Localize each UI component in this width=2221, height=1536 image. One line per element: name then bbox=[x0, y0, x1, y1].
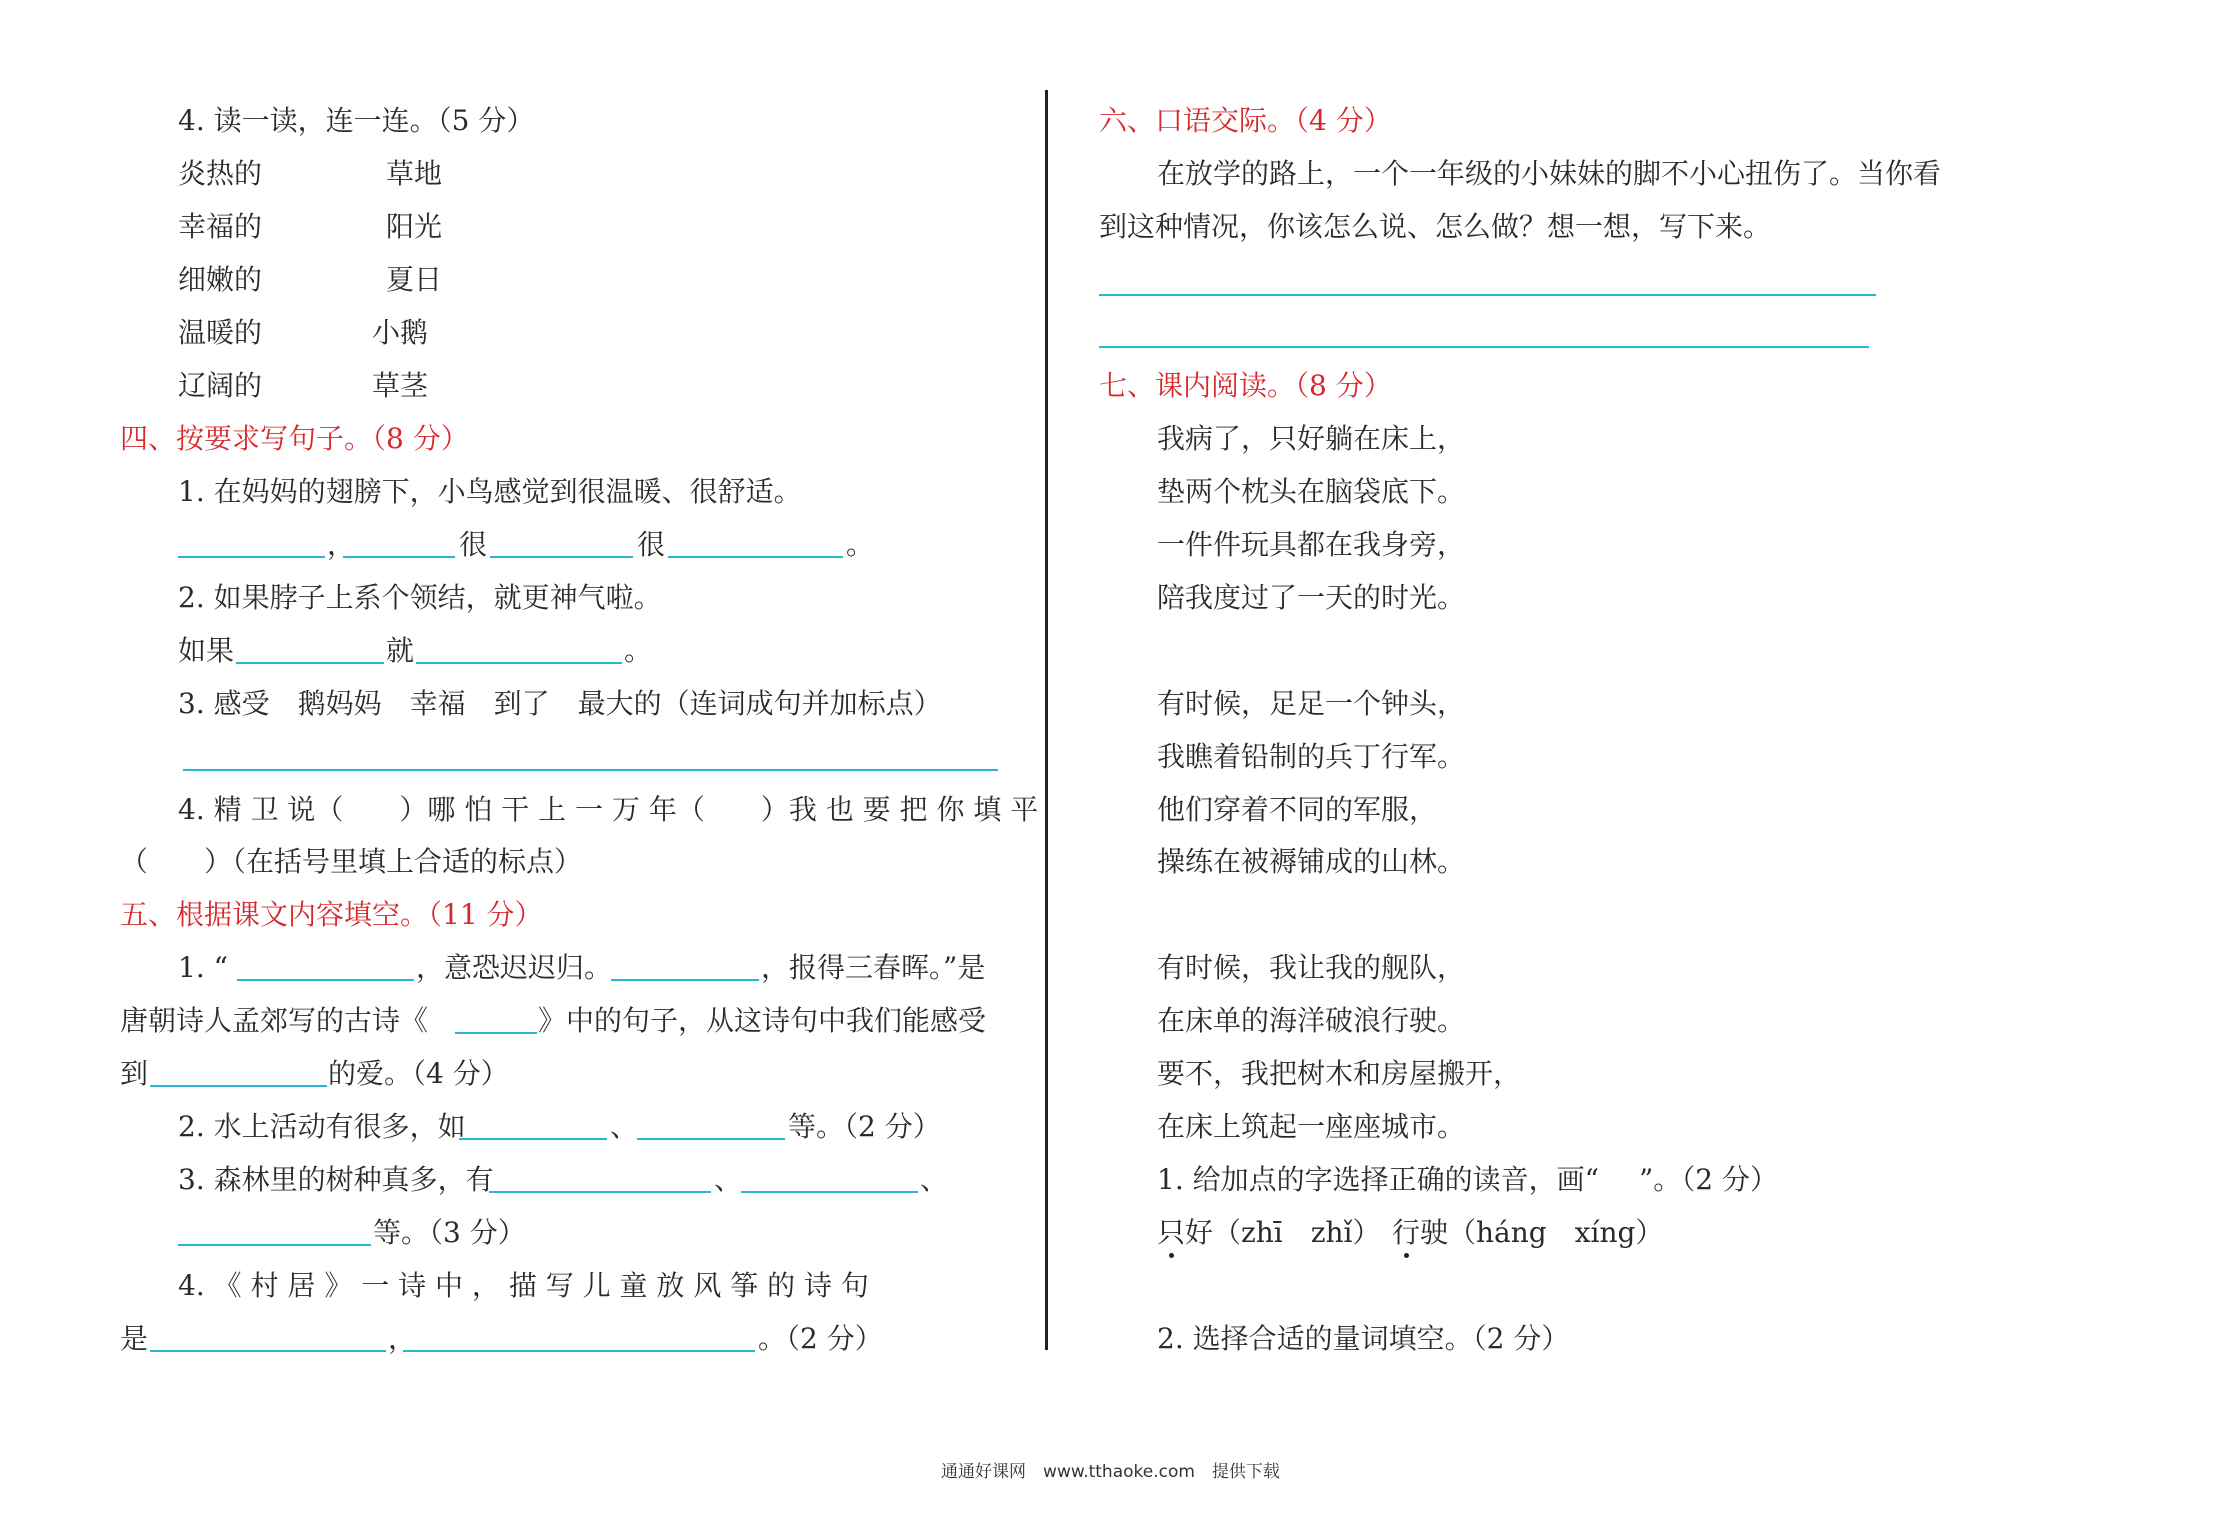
s6-text-line-1: 在放学的路上，一个一年级的小妹妹的脚不小心扭伤了。当你看 bbox=[1157, 157, 1942, 190]
poem-line: 要不，我把树木和房屋搬开， bbox=[1157, 1057, 1522, 1090]
s5-q1-blank-4[interactable] bbox=[150, 1085, 327, 1087]
section-4-title: 四、按要求写句子。（8 分） bbox=[120, 422, 469, 455]
s5-q4-blank-1[interactable] bbox=[150, 1350, 386, 1352]
s4-q1-blank-3[interactable] bbox=[490, 556, 633, 558]
s5-q1-line3-b: 的爱。（4 分） bbox=[328, 1057, 509, 1090]
s5-q2-blank-2[interactable] bbox=[637, 1138, 785, 1140]
s7-q1-option-2[interactable] bbox=[1392, 1216, 1663, 1250]
s5-q3-b: 、 bbox=[714, 1163, 743, 1196]
s5-q1-blank-2[interactable] bbox=[611, 979, 759, 981]
s5-q4-line2-a: 是 bbox=[120, 1322, 149, 1355]
s4-q2-end: 。 bbox=[624, 634, 653, 667]
s5-q3-blank-1[interactable] bbox=[489, 1191, 711, 1193]
s7-q1-option-1[interactable] bbox=[1157, 1216, 1381, 1250]
poem-line: 在床上筑起一座座城市。 bbox=[1157, 1110, 1466, 1143]
s5-q3-c: 、 bbox=[920, 1163, 949, 1196]
s5-q2-b: 、 bbox=[610, 1110, 639, 1143]
s5-q2-a: 2. 水上活动有很多，如 bbox=[178, 1110, 466, 1143]
match-left-5: 辽阔的 bbox=[178, 369, 263, 402]
s4-q1-blank-2[interactable] bbox=[343, 556, 455, 558]
s5-q2-c: 等。（2 分） bbox=[788, 1110, 941, 1143]
s4-q1-comma: ， bbox=[327, 528, 356, 561]
s4-q1-blank-4[interactable] bbox=[668, 556, 843, 558]
option-text: 好（zhī zhǐ） bbox=[1185, 1216, 1381, 1249]
s4-q2-jiu: 就 bbox=[386, 634, 415, 667]
s5-q1-a: 1. “ bbox=[178, 951, 228, 984]
footer-credit: 通通好课网 www.tthaoke.com 提供下载 bbox=[941, 1462, 1280, 1482]
match-left-4: 温暖的 bbox=[178, 316, 263, 349]
s4-q2-ruguo: 如果 bbox=[178, 634, 235, 667]
poem-line: 一件件玩具都在我身旁， bbox=[1157, 528, 1466, 561]
dotted-char: 行 bbox=[1392, 1216, 1421, 1249]
column-divider bbox=[1045, 90, 1048, 1350]
poem-line: 操练在被褥铺成的山林。 bbox=[1157, 845, 1466, 878]
s4-q1-end: 。 bbox=[846, 528, 875, 561]
poem-line: 我病了，只好躺在床上， bbox=[1157, 422, 1466, 455]
s4-q1-blank-1[interactable] bbox=[178, 556, 325, 558]
poem-line: 有时候，我让我的舰队， bbox=[1157, 951, 1466, 984]
s5-q1-line2-b: 》中的句子，从这诗句中我们能感受 bbox=[538, 1004, 987, 1037]
s5-q1-blank-3[interactable] bbox=[455, 1032, 537, 1034]
s4-q1-text: 1. 在妈妈的翅膀下，小鸟感觉到很温暖、很舒适。 bbox=[178, 475, 802, 508]
s4-q4-line-2: （ ）（在括号里填上合适的标点） bbox=[120, 845, 583, 878]
s4-q3-text: 3. 感受 鹅妈妈 幸福 到了 最大的（连词成句并加标点） bbox=[178, 687, 942, 720]
s5-q3-d: 等。（3 分） bbox=[373, 1216, 526, 1249]
match-left-1: 炎热的 bbox=[178, 157, 263, 190]
q4-title: 4. 读一读，连一连。（5 分） bbox=[178, 104, 535, 137]
s4-q3-answer-line[interactable] bbox=[183, 769, 998, 771]
s4-q4-line-1: 4. 精 卫 说（ ）哪 怕 干 上 一 万 年（ ）我 也 要 把 你 填 平 bbox=[178, 793, 1039, 826]
s6-answer-line-1[interactable] bbox=[1099, 294, 1876, 296]
s5-q1-line2-a: 唐朝诗人孟郊写的古诗《 bbox=[120, 1004, 429, 1037]
match-left-2: 幸福的 bbox=[178, 210, 263, 243]
poem-line: 垫两个枕头在脑袋底下。 bbox=[1157, 475, 1466, 508]
s4-q1-hen-2: 很 bbox=[637, 528, 666, 561]
s5-q4-line2-b: ， bbox=[388, 1322, 417, 1355]
poem-line: 在床单的海洋破浪行驶。 bbox=[1157, 1004, 1466, 1037]
s5-q1-c: ，报得三春晖。”是 bbox=[761, 951, 986, 984]
s5-q1-blank-1[interactable] bbox=[237, 979, 414, 981]
s5-q3-blank-2[interactable] bbox=[741, 1191, 918, 1193]
s7-q1-a: 1. 给加点的字选择正确的读音，画“ bbox=[1157, 1163, 1599, 1196]
s5-q1-line3-a: 到 bbox=[120, 1057, 149, 1090]
match-left-3: 细嫩的 bbox=[178, 263, 263, 296]
s5-q3-a: 3. 森林里的树种真多，有 bbox=[178, 1163, 494, 1196]
s5-q4-line2-c: 。（2 分） bbox=[758, 1322, 883, 1355]
poem-line: 他们穿着不同的军服， bbox=[1157, 793, 1438, 826]
dotted-char: 只 bbox=[1157, 1216, 1186, 1249]
s5-q4-line-1: 4. 《 村 居 》 一 诗 中 ， 描 写 儿 童 放 风 筝 的 诗 句 bbox=[178, 1269, 869, 1302]
match-right-1: 草地 bbox=[386, 157, 443, 190]
section-6-title: 六、口语交际。（4 分） bbox=[1099, 104, 1392, 137]
s5-q2-blank-1[interactable] bbox=[459, 1138, 607, 1140]
s7-q1-prompt bbox=[1157, 1163, 1778, 1197]
s7-q1-b: ”。（2 分） bbox=[1638, 1163, 1778, 1196]
s4-q2-blank-2[interactable] bbox=[416, 662, 622, 664]
s4-q1-hen-1: 很 bbox=[459, 528, 488, 561]
s5-q3-blank-3[interactable] bbox=[178, 1244, 371, 1246]
section-7-title: 七、课内阅读。（8 分） bbox=[1099, 369, 1392, 402]
s5-q4-blank-2[interactable] bbox=[403, 1350, 755, 1352]
poem-line: 陪我度过了一天的时光。 bbox=[1157, 581, 1466, 614]
s7-q2-title: 2. 选择合适的量词填空。（2 分） bbox=[1157, 1322, 1570, 1355]
option-text: 驶（háng xíng） bbox=[1420, 1216, 1664, 1249]
match-right-2: 阳光 bbox=[386, 210, 443, 243]
match-right-3: 夏日 bbox=[386, 263, 443, 296]
s5-q1-b: ，意恐迟迟归。 bbox=[416, 951, 613, 984]
match-right-5: 草茎 bbox=[372, 369, 429, 402]
s4-q2-blank-1[interactable] bbox=[236, 662, 384, 664]
s4-q2-text: 2. 如果脖子上系个领结，就更神气啦。 bbox=[178, 581, 662, 614]
section-5-title: 五、根据课文内容填空。（11 分） bbox=[120, 898, 543, 931]
match-right-4: 小鹅 bbox=[372, 316, 429, 349]
s6-answer-line-2[interactable] bbox=[1099, 346, 1869, 348]
s6-text-line-2: 到这种情况，你该怎么说、怎么做？想一想，写下来。 bbox=[1099, 210, 1772, 243]
poem-line: 有时候，足足一个钟头， bbox=[1157, 687, 1466, 720]
poem-line: 我瞧着铅制的兵丁行军。 bbox=[1157, 740, 1466, 773]
